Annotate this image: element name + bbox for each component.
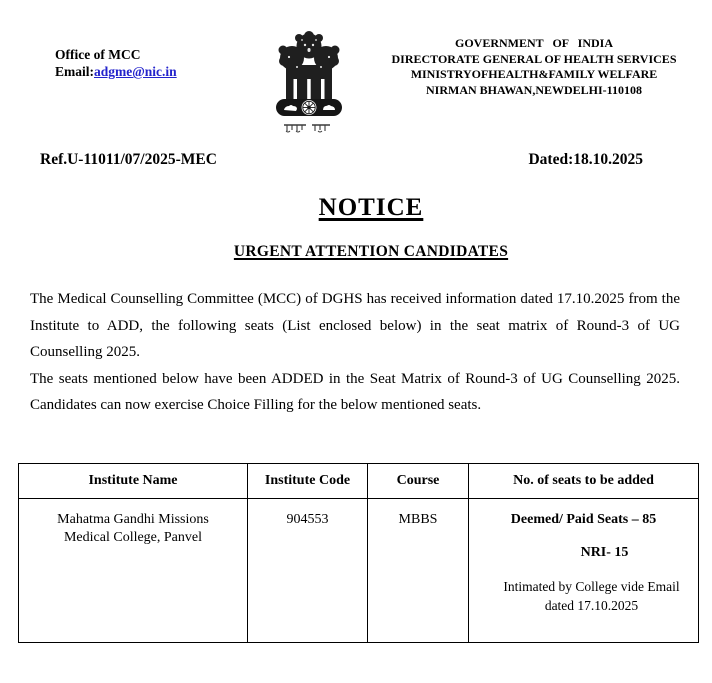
government-header-block bbox=[368, 36, 700, 98]
notice-subtitle: URGENT ATTENTION CANDIDATES bbox=[233, 243, 509, 260]
gov-line-2: DIRECTORATE GENERAL OF HEALTH SERVICES bbox=[391, 51, 677, 66]
col-header-institute-code: Institute Code bbox=[248, 464, 368, 499]
ashoka-emblem-icon bbox=[272, 27, 346, 142]
gov-line-3: MINISTRYOFHEALTH&FAMILY WELFARE bbox=[410, 67, 658, 81]
course-cell: MBBS bbox=[368, 499, 469, 643]
gov-line-1: GOVERNMENT OF INDIA bbox=[454, 36, 613, 50]
satyameva-jayate-motto bbox=[284, 125, 330, 132]
gov-line-4: NIRMAN BHAWAN,NEWDELHI-110108 bbox=[425, 82, 643, 97]
institute-name-cell: Mahatma Gandhi Missions Medical College, Panvel bbox=[19, 499, 248, 643]
institute-code-cell: 904553 bbox=[248, 499, 368, 643]
notice-body bbox=[30, 286, 680, 419]
email-label: Email: bbox=[55, 64, 94, 79]
col-header-course: Course bbox=[368, 464, 469, 499]
col-header-seats-added: No. of seats to be added bbox=[469, 464, 699, 499]
body-paragraph-1: The Medical Counselling Committee (MCC) of DGHS has received information dated 17.10.2025 from the Institute to ADD, the following seats (List enclosed below) in the seat matrix of Round-3 of UG Counselling 2025. bbox=[30, 291, 680, 360]
col-header-institute-name: Institute Name bbox=[19, 464, 248, 499]
dated-label: Dated:18.10.2025 bbox=[528, 151, 643, 168]
office-block bbox=[55, 46, 177, 80]
office-of-mcc-label: Office of MCC bbox=[55, 47, 141, 62]
reference-number: Ref.U-11011/07/2025-MEC bbox=[40, 151, 217, 168]
notice-title: NOTICE bbox=[318, 194, 424, 221]
notice-title-wrap bbox=[30, 194, 712, 222]
lion-capital-graphic bbox=[272, 27, 346, 137]
body-paragraph-2: The seats mentioned below have been ADDED in the Seat Matrix of Round-3 of UG Counselling 2025. Candidates can now exercise Choice Filling for the below mentioned seats. bbox=[30, 370, 680, 413]
email-link[interactable]: adgme@nic.in bbox=[94, 64, 177, 79]
intimation-note: Intimated by College vide Email dated 17.10.2025 bbox=[503, 579, 680, 613]
table-header-row bbox=[19, 464, 699, 499]
email-line bbox=[55, 63, 177, 80]
table-row bbox=[19, 499, 699, 643]
deemed-paid-seats-line: Deemed/ Paid Seats – 85 bbox=[510, 512, 657, 527]
reference-row bbox=[40, 151, 643, 169]
nri-seats-line: NRI- 15 bbox=[580, 545, 629, 560]
notice-subtitle-wrap bbox=[30, 243, 712, 261]
seats-added-cell bbox=[469, 499, 699, 643]
seat-matrix-table bbox=[18, 463, 699, 643]
